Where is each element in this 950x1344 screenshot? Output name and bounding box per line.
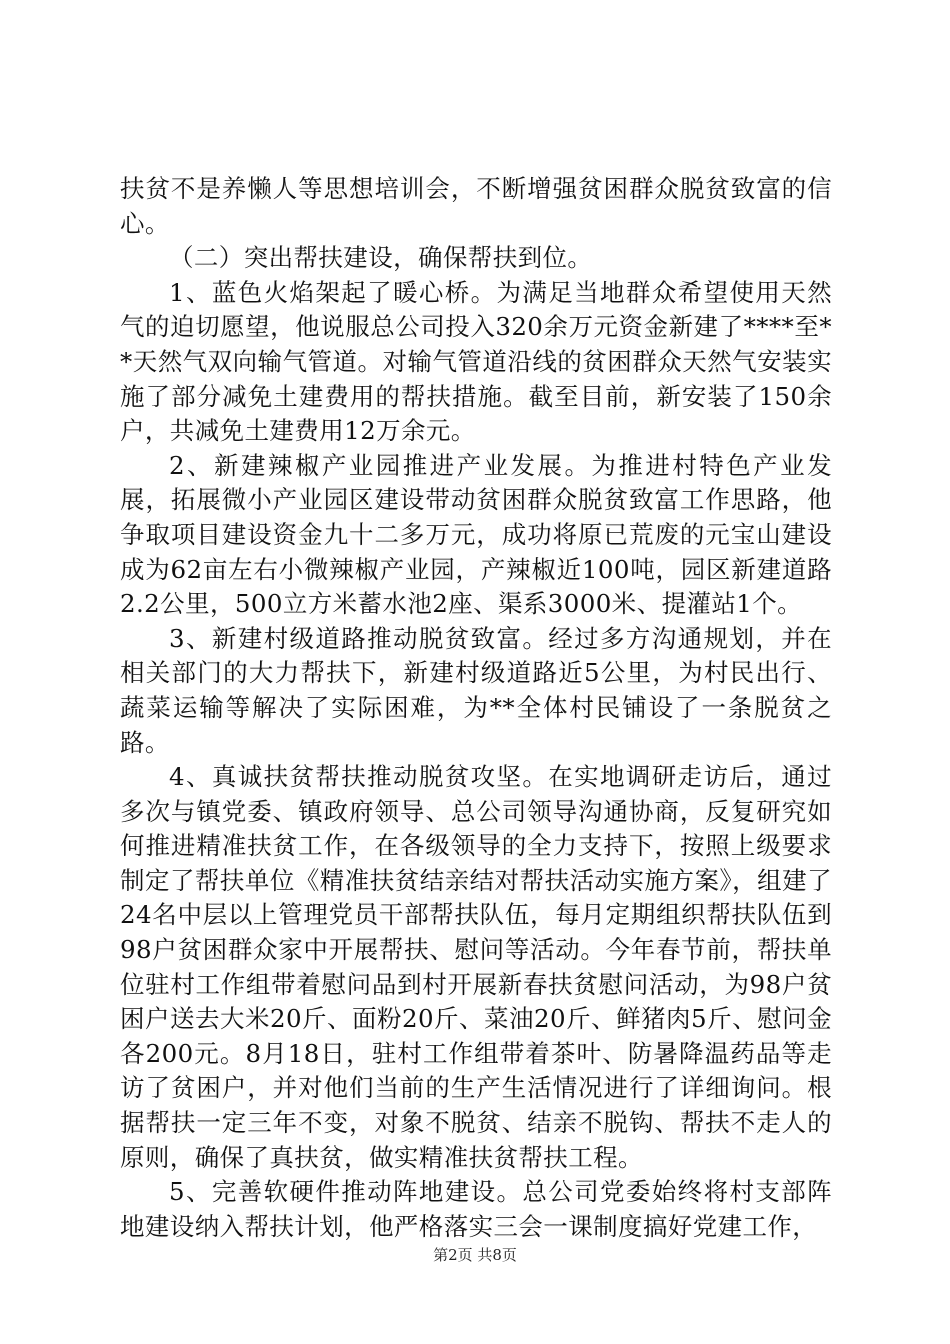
paragraph-item-3: 3、新建村级道路推动脱贫致富。经过多方沟通规划，并在相关部门的大力帮扶下，新建村级道路近5公里，为村民出行、蔬菜运输等解决了实际困难，为**全体村民铺设了一条脱贫之路。 xyxy=(120,623,832,757)
page-footer: 第2页 共8页 xyxy=(433,1246,517,1264)
paragraph-continuation: 扶贫不是养懒人等思想培训会，不断增强贫困群众脱贫致富的信心。 xyxy=(120,174,832,238)
paragraph-item-2: 2、新建辣椒产业园推进产业发展。为推进村特色产业发展，拓展微小产业园区建设带动贫困群众脱贫致富工作思路，他争取项目建设资金九十二多万元，成功将原已荒废的元宝山建设成为62亩左右小微辣椒产业园，产辣椒近100吨，园区新建道路2.2公里，500立方米蓄水池2座、渠系3000米、提灌站1个。 xyxy=(120,450,832,619)
section-heading: （二）突出帮扶建设，确保帮扶到位。 xyxy=(169,243,593,273)
paragraph-item-1: 1、蓝色火焰架起了暖心桥。为满足当地群众希望使用天然气的迫切愿望，他说服总公司投入320余万元资金新建了****至**天然气双向输气管道。对输气管道沿线的贫困群众天然气安装实施了部分减免土建费用的帮扶措施。截至目前，新安装了150余户，共减免土建费用12万余元。 xyxy=(120,277,832,446)
document-body xyxy=(120,172,832,1244)
paragraph-item-4: 4、真诚扶贫帮扶推动脱贫攻坚。在实地调研走访后，通过多次与镇党委、镇政府领导、总公司领导沟通协商，反复研究如何推进精准扶贫工作，在各级领导的全力支持下，按照上级要求制定了帮扶单位《精准扶贫结亲结对帮扶活动实施方案》，组建了24名中层以上管理党员干部帮扶队伍，每月定期组织帮扶队伍到98户贫困群众家中开展帮扶、慰问等活动。今年春节前，帮扶单位驻村工作组带着慰问品到村开展新春扶贫慰问活动，为98户贫困户送去大米20斤、面粉20斤、菜油20斤、鲜猪肉5斤、慰问金各200元。8月18日，驻村工作组带着茶叶、防暑降温药品等走访了贫困户，并对他们当前的生产生活情况进行了详细询问。根据帮扶一定三年不变，对象不脱贫、结亲不脱钩、帮扶不走人的原则，确保了真扶贫，做实精准扶贫帮扶工程。 xyxy=(120,762,832,1172)
paragraph-item-5: 5、完善软硬件推动阵地建设。总公司党委始终将村支部阵地建设纳入帮扶计划，他严格落实三会一课制度搞好党建工作， xyxy=(120,1177,832,1241)
